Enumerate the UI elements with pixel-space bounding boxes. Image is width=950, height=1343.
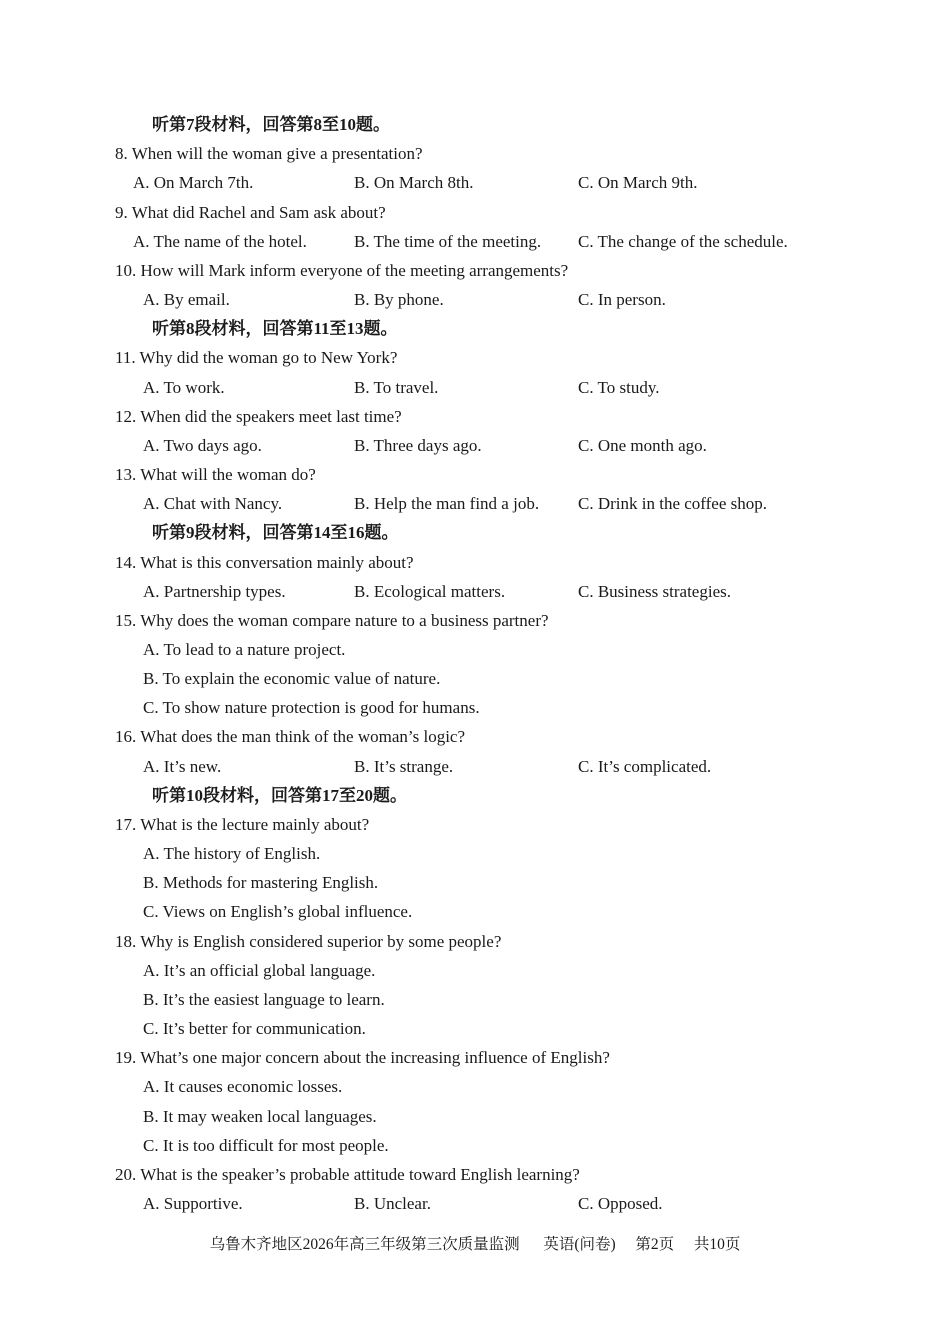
question-stem-8: 8. When will the woman give a presentation?	[115, 144, 423, 163]
option-18a: A. It’s an official global language.	[143, 961, 376, 980]
option-13b: B. Help the man find a job.	[354, 494, 540, 513]
section-heading: 听第8段材料，回答第11至13题。	[152, 319, 398, 338]
question-stem-18: 18. Why is English considered superior by some people?	[115, 932, 502, 951]
section-heading: 听第7段材料，回答第8至10题。	[152, 115, 390, 134]
question-stem-15: 15. Why does the woman compare nature to a business partner?	[115, 611, 549, 630]
option-10a: A. By email.	[143, 290, 230, 309]
option-17b: B. Methods for mastering English.	[143, 873, 379, 892]
question-stem-14: 14. What is this conversation mainly about?	[115, 553, 414, 572]
question-stem-20: 20. What is the speaker’s probable attitude toward English learning?	[115, 1165, 580, 1184]
option-10b: B. By phone.	[354, 290, 444, 309]
option-13c: C. Drink in the coffee shop.	[578, 494, 768, 513]
option-20b: B. Unclear.	[354, 1194, 431, 1213]
option-9b: B. The time of the meeting.	[354, 232, 542, 251]
question-stem-19: 19. What’s one major concern about the increasing influence of English?	[115, 1048, 610, 1067]
option-17a: A. The history of English.	[143, 844, 321, 863]
option-14a: A. Partnership types.	[143, 582, 286, 601]
option-16a: A. It’s new.	[143, 757, 222, 776]
question-stem-10: 10. How will Mark inform everyone of the meeting arrangements?	[115, 261, 569, 280]
option-12b: B. Three days ago.	[354, 436, 482, 455]
option-12a: A. Two days ago.	[143, 436, 262, 455]
option-17c: C. Views on English’s global influence.	[143, 902, 413, 921]
option-12c: C. One month ago.	[578, 436, 707, 455]
option-11b: B. To travel.	[354, 378, 439, 397]
option-15c: C. To show nature protection is good for humans.	[143, 698, 480, 717]
option-15b: B. To explain the economic value of nature.	[143, 669, 441, 688]
section-heading: 听第10段材料，回答第17至20题。	[152, 786, 407, 805]
footer-total-pages: 共10页	[693, 1236, 741, 1253]
option-11a: A. To work.	[143, 378, 225, 397]
option-14c: C. Business strategies.	[578, 582, 731, 601]
footer-page-number: 第2页	[635, 1236, 675, 1253]
option-14b: B. Ecological matters.	[354, 582, 506, 601]
question-stem-12: 12. When did the speakers meet last time?	[115, 407, 402, 426]
footer-subject: 英语(问卷)	[543, 1236, 616, 1253]
question-stem-17: 17. What is the lecture mainly about?	[115, 815, 370, 834]
option-18b: B. It’s the easiest language to learn.	[143, 990, 385, 1009]
question-stem-13: 13. What will the woman do?	[115, 465, 316, 484]
option-8a: A. On March 7th.	[133, 173, 254, 192]
option-11c: C. To study.	[578, 378, 660, 397]
question-stem-9: 9. What did Rachel and Sam ask about?	[115, 203, 386, 222]
section-heading: 听第9段材料，回答第14至16题。	[152, 523, 399, 542]
option-16b: B. It’s strange.	[354, 757, 454, 776]
option-18c: C. It’s better for communication.	[143, 1019, 366, 1038]
option-9c: C. The change of the schedule.	[578, 232, 788, 251]
option-19a: A. It causes economic losses.	[143, 1077, 343, 1096]
question-stem-16: 16. What does the man think of the woman’s logic?	[115, 727, 466, 746]
option-15a: A. To lead to a nature project.	[143, 640, 346, 659]
option-13a: A. Chat with Nancy.	[143, 494, 283, 513]
option-8c: C. On March 9th.	[578, 173, 698, 192]
option-16c: C. It’s complicated.	[578, 757, 712, 776]
option-9a: A. The name of the hotel.	[133, 232, 307, 251]
page-footer	[0, 1234, 950, 1256]
question-stem-11: 11. Why did the woman go to New York?	[115, 348, 398, 367]
option-19b: B. It may weaken local languages.	[143, 1107, 377, 1126]
option-19c: C. It is too difficult for most people.	[143, 1136, 389, 1155]
option-10c: C. In person.	[578, 290, 666, 309]
option-20c: C. Opposed.	[578, 1194, 663, 1213]
footer-exam-title: 乌鲁木齐地区2026年高三年级第三次质量监测	[209, 1236, 520, 1253]
option-20a: A. Supportive.	[143, 1194, 243, 1213]
option-8b: B. On March 8th.	[354, 173, 474, 192]
